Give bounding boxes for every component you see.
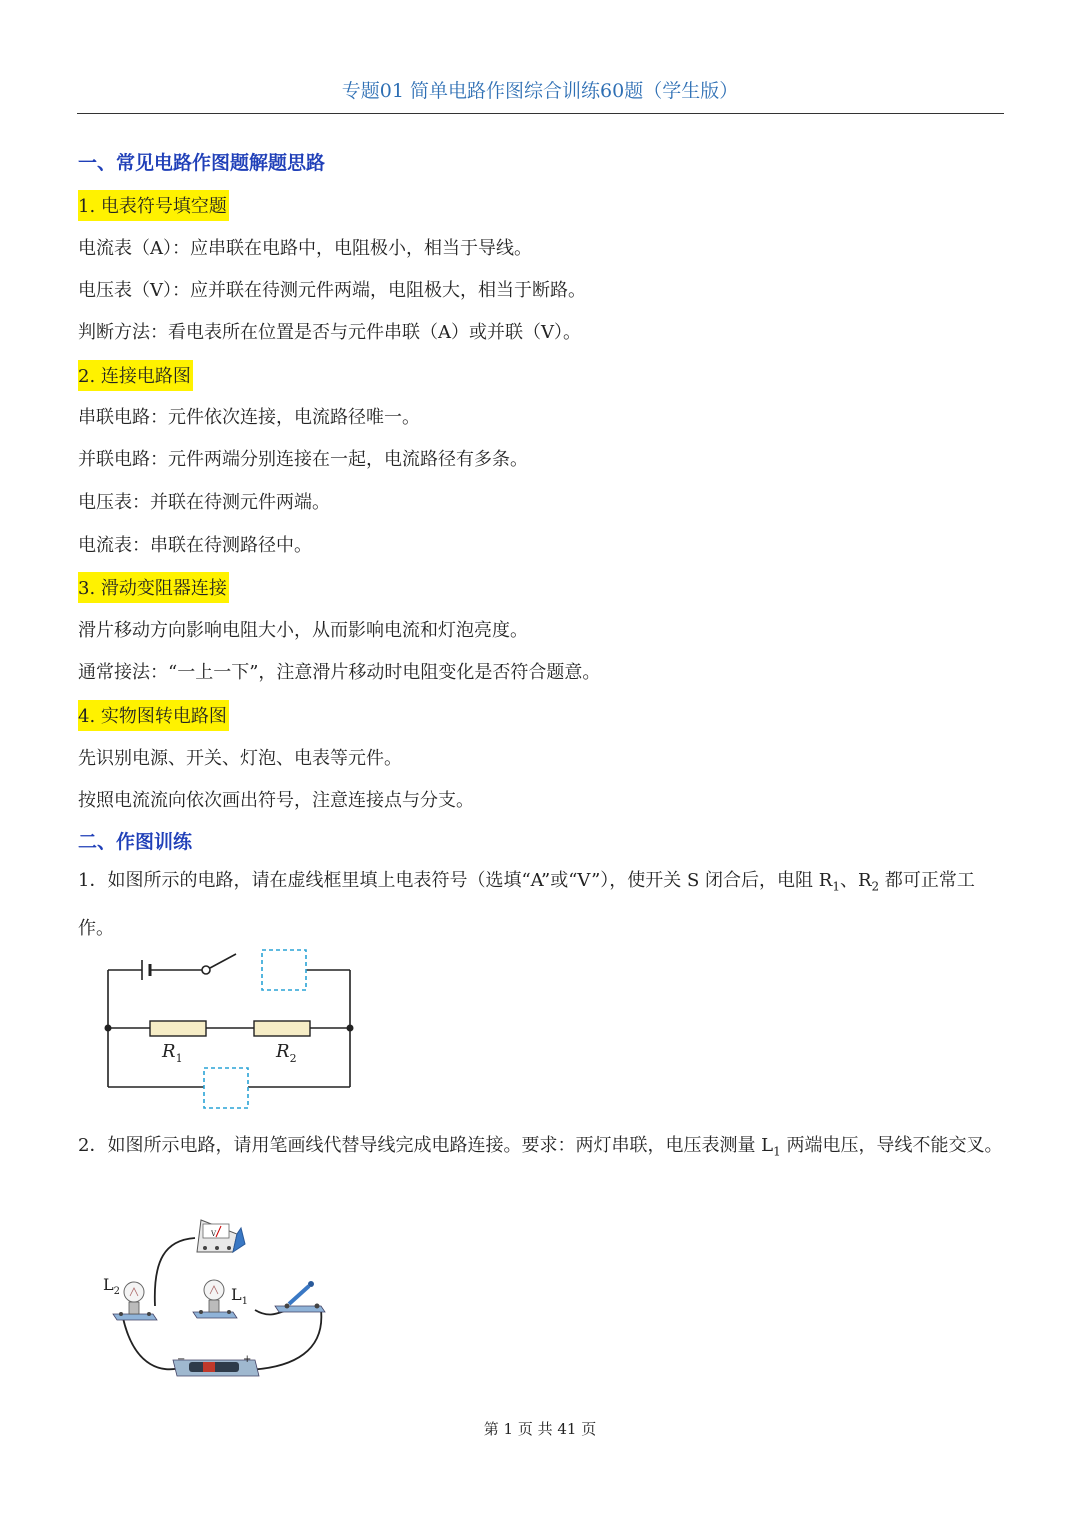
- page-header-title: 专题01 简单电路作图综合训练60题（学生版）: [341, 80, 739, 102]
- circuit-diagram-q1: [90, 940, 370, 1120]
- battery-plus: +: [243, 1354, 252, 1365]
- voltmeter-label: V: [211, 1230, 217, 1238]
- section-1-title: 一、常见电路作图题解题思路: [78, 152, 326, 174]
- voltmeter: [197, 1220, 245, 1252]
- text-line: 电流表：串联在待测路径中。: [78, 535, 312, 556]
- subheading-2: 2. 连接电路图: [78, 360, 193, 391]
- text-line: 串联电路：元件依次连接，电流路径唯一。: [78, 407, 420, 428]
- resistor-r2: [254, 1021, 310, 1036]
- text-line: 判断方法：看电表所在位置是否与元件串联（A）或并联（V）。: [78, 322, 581, 343]
- subheading-4: 4. 实物图转电路图: [78, 700, 229, 731]
- text-line: 先识别电源、开关、灯泡、电表等元件。: [78, 748, 402, 769]
- text-line: 滑片移动方向影响电阻大小，从而影响电流和灯泡亮度。: [78, 620, 528, 641]
- r2-label: $R_2$: [276, 1041, 297, 1065]
- subheading-3: 3. 滑动变阻器连接: [78, 572, 229, 603]
- text-line: 通常接法：“一上一下”，注意滑片移动时电阻变化是否符合题意。: [78, 662, 601, 683]
- physical-circuit-q2: [95, 1210, 345, 1390]
- section-2-title: 二、作图训练: [78, 831, 193, 853]
- question-2-text: 2．如图所示电路，请用笔画线代替导线完成电路连接。要求：两灯串联，电压表测量 $L_1$ 两端电压，导线不能交叉。: [78, 1135, 1003, 1159]
- junction-dot: [347, 1025, 354, 1032]
- junction-dot: [105, 1025, 112, 1032]
- meter-box-top: [262, 950, 306, 990]
- l2-label: $L_2$: [103, 1275, 120, 1297]
- wire: [123, 1318, 179, 1369]
- meter-box-bottom: [204, 1068, 248, 1108]
- text-line: 按照电流流向依次画出符号，注意连接点与分支。: [78, 790, 474, 811]
- wire: [247, 1310, 321, 1370]
- battery-minus: −: [177, 1354, 186, 1365]
- switch-pivot: [202, 966, 210, 974]
- text-line: 并联电路：元件两端分别连接在一起，电流路径有多条。: [78, 449, 528, 470]
- subheading-1: 1. 电表符号填空题: [78, 190, 229, 221]
- l1-label: $L_1$: [231, 1285, 248, 1307]
- header-divider: [77, 113, 1004, 114]
- switch-lever: [210, 954, 236, 968]
- page-footer: 第 1 页 共 41 页: [483, 1420, 597, 1438]
- switch: [275, 1281, 325, 1312]
- question-1-text: 1．如图所示的电路，请在虚线框里填上电表符号（选填“A”或“V”），使开关 S 闭合后，电阻 $R_1$、$R_2$ 都可正常工作。: [78, 870, 975, 939]
- text-line: 电压表：并联在待测元件两端。: [78, 492, 330, 513]
- r1-label: $R_1$: [162, 1041, 183, 1065]
- text-line: 电流表（A）：应串联在电路中，电阻极小，相当于导线。: [78, 238, 532, 259]
- battery-pack: [173, 1354, 259, 1376]
- wire: [155, 1238, 195, 1306]
- resistor-r1: [150, 1021, 206, 1036]
- text-line: 电压表（V）：应并联在待测元件两端，电阻极大，相当于断路。: [78, 280, 586, 301]
